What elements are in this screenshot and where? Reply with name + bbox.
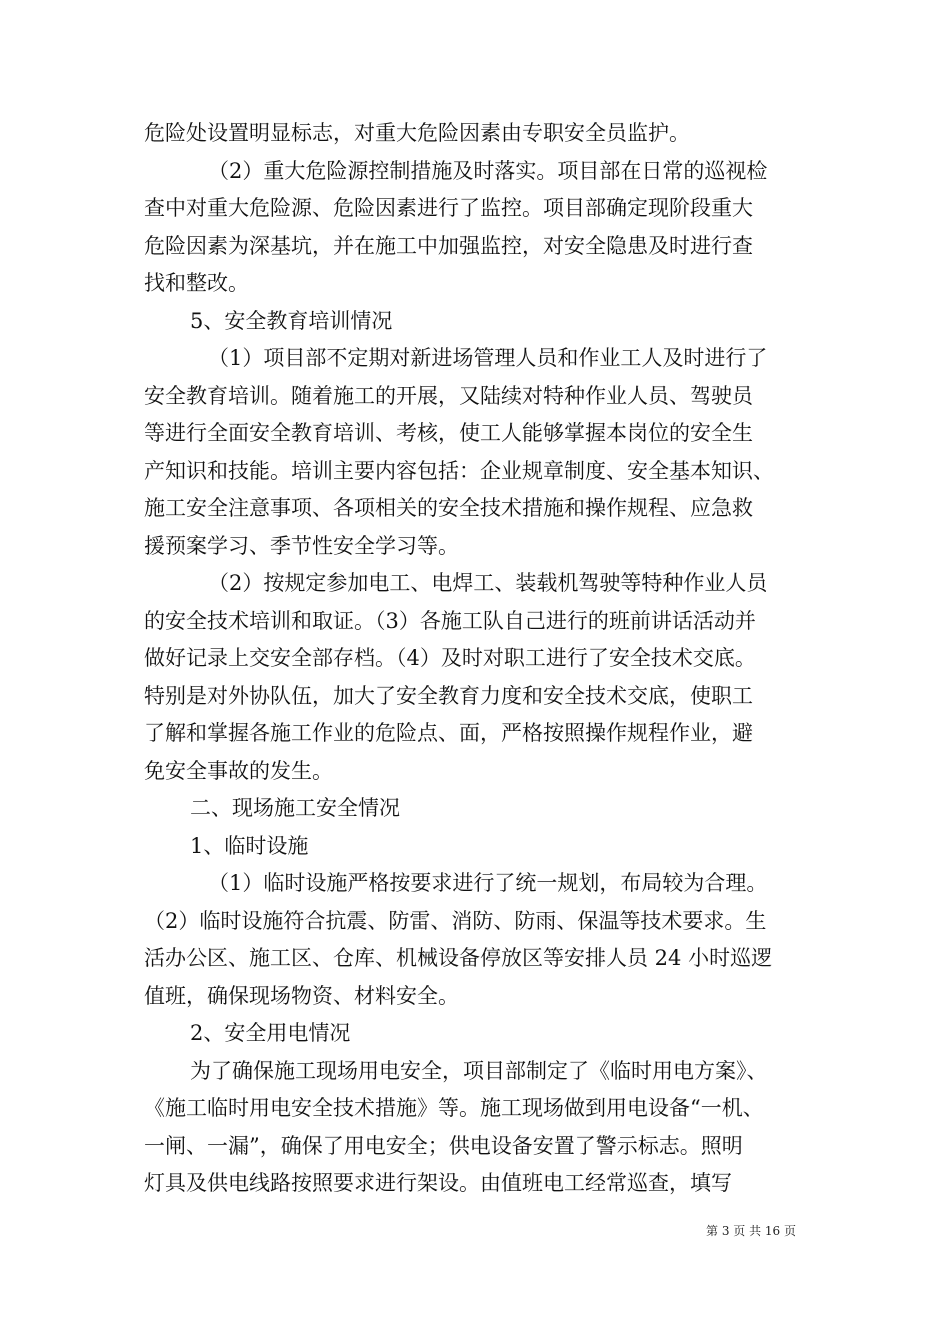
text-line: （2）临时设施符合抗震、防雷、消防、防雨、保温等技术要求。生 — [144, 908, 767, 933]
text-line: 安全教育培训。随着施工的开展，又陆续对特种作业人员、驾驶员 — [144, 383, 753, 408]
text-line: 危险因素为深基坑，并在施工中加强监控，对安全隐患及时进行查 — [144, 233, 753, 258]
text-line: 的安全技术培训和取证。（3）各施工队自己进行的班前讲话活动并 — [144, 608, 756, 633]
subsection-heading: 2、安全用电情况 — [190, 1021, 351, 1045]
section-heading: 二、现场施工安全情况 — [190, 796, 400, 820]
section-heading: 5、安全教育培训情况 — [190, 308, 393, 333]
body-text — [144, 115, 808, 1203]
text-line: 找和整改。 — [144, 271, 249, 295]
text-line: 值班，确保现场物资、材料安全。 — [144, 983, 459, 1008]
text-line: （1）临时设施严格按要求进行了统一规划，布局较为合理。 — [208, 871, 768, 895]
subsection-heading: 1、临时设施 — [190, 833, 309, 858]
text-line: 一闸、一漏”，确保了用电安全；供电设备安置了警示标志。照明 — [144, 1133, 743, 1158]
text-line: 灯具及供电线路按照要求进行架设。由值班电工经常巡查，填写 — [144, 1171, 732, 1195]
text-line: 做好记录上交安全部存档。（4）及时对职工进行了安全技术交底。 — [144, 646, 756, 670]
text-line: 《施工临时用电安全技术措施》等。施工现场做到用电设备“一机、 — [144, 1096, 764, 1120]
text-line: 为了确保施工现场用电安全，项目部制定了《临时用电方案》、 — [190, 1058, 768, 1083]
page-number: 第 3 页 共 16 页 — [706, 1224, 796, 1238]
text-line: 活办公区、施工区、仓库、机械设备停放区等安排人员 24 小时巡逻 — [144, 946, 773, 970]
text-line: 查中对重大危险源、危险因素进行了监控。项目部确定现阶段重大 — [144, 196, 753, 220]
text-line: 等进行全面安全教育培训、考核，使工人能够掌握本岗位的安全生 — [144, 421, 753, 445]
text-line: 施工安全注意事项、各项相关的安全技术措施和操作规程、应急救 — [144, 496, 753, 520]
text-line: 免安全事故的发生。 — [144, 758, 333, 783]
text-line: 危险处设置明显标志，对重大危险因素由专职安全员监护。 — [144, 121, 690, 145]
text-line: 特别是对外协队伍，加大了安全教育力度和安全技术交底，使职工 — [144, 683, 753, 708]
text-line: （2）按规定参加电工、电焊工、装载机驾驶等特种作业人员 — [208, 571, 768, 595]
text-line: 援预案学习、季节性安全学习等。 — [144, 533, 459, 558]
text-line: （2）重大危险源控制措施及时落实。项目部在日常的巡视检 — [208, 158, 768, 183]
text-line: 产知识和技能。培训主要内容包括：企业规章制度、安全基本知识、 — [144, 458, 774, 483]
text-line: （1）项目部不定期对新进场管理人员和作业工人及时进行了 — [208, 346, 768, 370]
text-line: 了解和掌握各施工作业的危险点、面，严格按照操作规程作业，避 — [144, 721, 753, 745]
